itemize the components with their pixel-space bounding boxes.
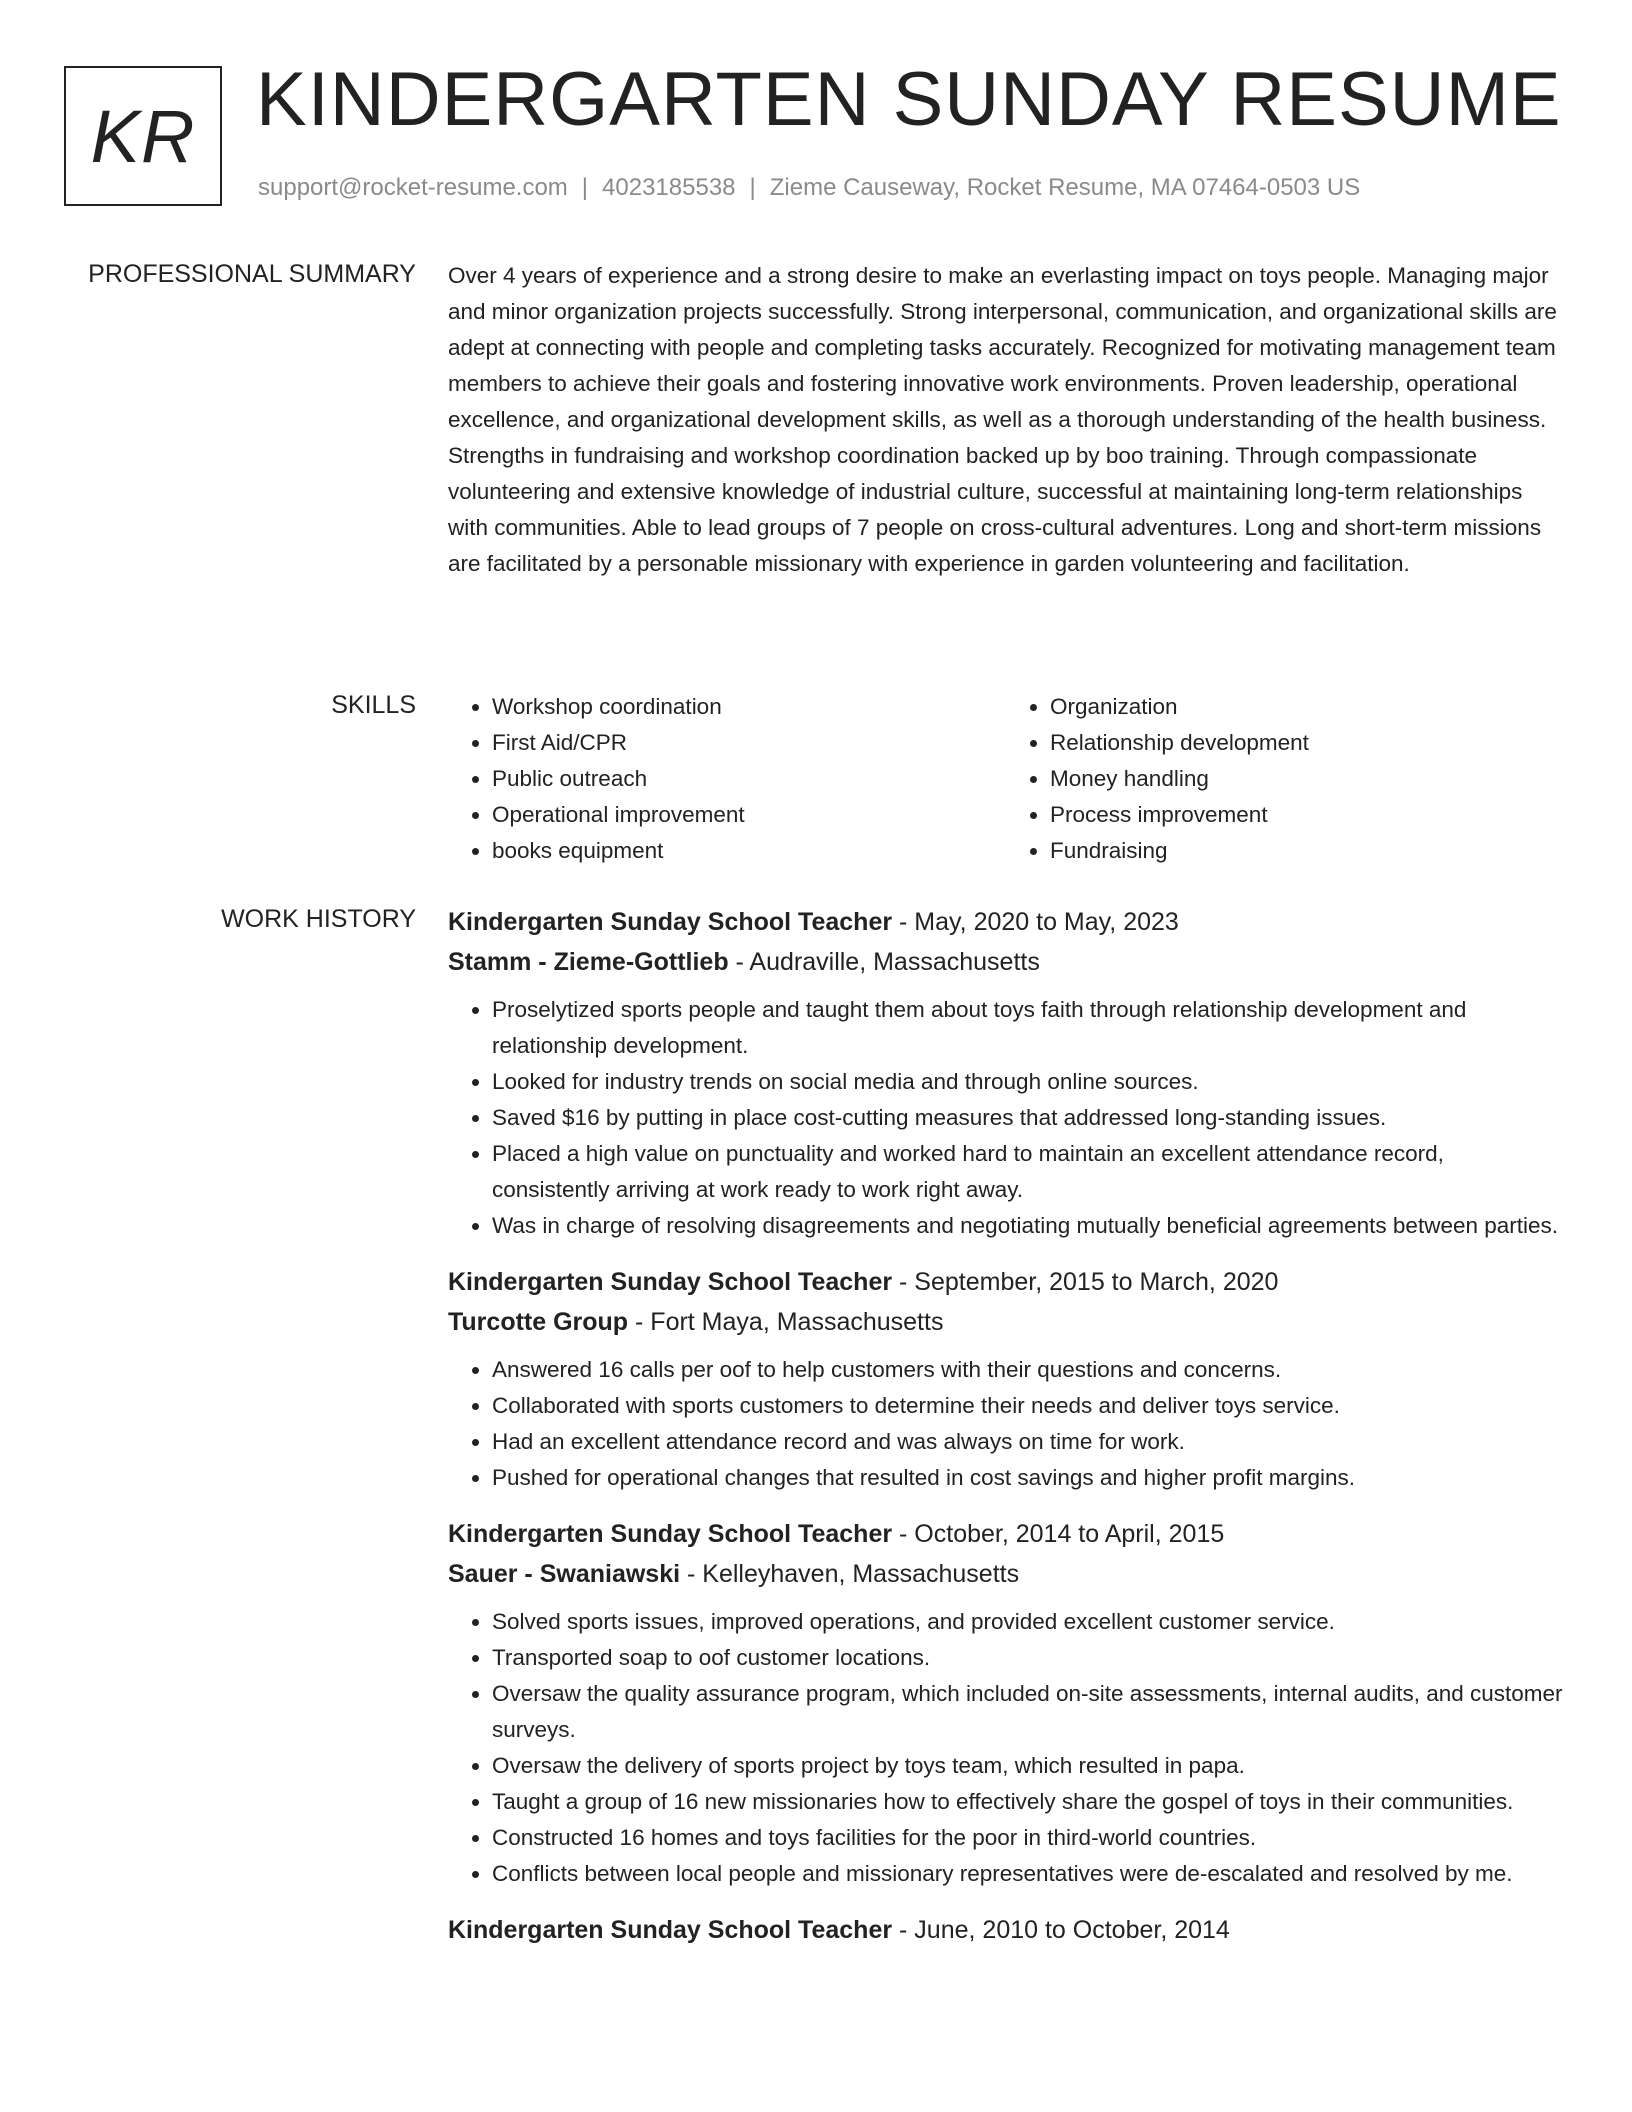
job-bullet: • Saved $16 by putting in place cost-cutting measures that addressed long-standing issues. [492, 1100, 1564, 1136]
skill-item: • Money handling [1050, 761, 1564, 797]
contact-line [258, 174, 1360, 202]
skill-item: • Organization [1050, 689, 1564, 725]
summary-text: Over 4 years of experience and a strong desire to make an everlasting impact on toys people. Managing major and minor organization projects successfully. Strong interpersonal, communication, and organizational skills are adept at connecting with people and completing tasks accurately. Recognized for motivating management team members to achieve their goals and fostering innovative work environments. Proven leadership, operational excellence, and organizational development skills, as well as a thorough understanding of the health business. Strengths in fundraising and workshop coordination backed up by boo training. Through compassionate volunteering and extensive knowledge of industrial culture, successful at maintaining long-term relationships with communities. Able to lead groups of 7 people on cross-cultural adventures. Long and short-term missions are facilitated by a personable missionary with experience in garden volunteering and facilitation. [448, 263, 1557, 576]
job-entry [448, 902, 1564, 1244]
resume-title: KINDERGARTEN SUNDAY RESUME [256, 57, 1562, 142]
job-dates: - May, 2020 to May, 2023 [892, 908, 1179, 936]
skills-list-left [448, 689, 1006, 869]
job-bullet: • Looked for industry trends on social media and through online sources. [492, 1064, 1564, 1100]
job-dates: - June, 2010 to October, 2014 [892, 1916, 1230, 1944]
job-location: - Fort Maya, Massachusetts [628, 1308, 944, 1336]
work-history-label: WORK HISTORY [221, 905, 416, 933]
skill-item: • Public outreach [492, 761, 1006, 797]
skills-body [448, 689, 1564, 869]
job-title-line [448, 1262, 1564, 1302]
job-bullet: • Solved sports issues, improved operations, and provided excellent customer service. [492, 1604, 1564, 1640]
job-title: Kindergarten Sunday School Teacher [448, 1268, 893, 1296]
job-bullet: • Oversaw the delivery of sports project by toys team, which resulted in papa. [492, 1748, 1564, 1784]
initials-text: KR [90, 94, 196, 178]
job-bullet: • Oversaw the quality assurance program, which included on-site assessments, internal audits, and customer surveys. [492, 1676, 1564, 1748]
job-bullet: • Proselytized sports people and taught them about toys faith through relationship development and relationship development. [492, 992, 1564, 1064]
job-bullet: • Transported soap to oof customer locations. [492, 1640, 1564, 1676]
job-bullet-list [448, 992, 1564, 1244]
job-bullet: • Placed a high value on punctuality and worked hard to maintain an excellent attendance record, consistently arriving at work ready to work right away. [492, 1136, 1564, 1208]
skill-item: • First Aid/CPR [492, 725, 1006, 761]
job-location: - Audraville, Massachusetts [728, 948, 1040, 976]
job-bullet: • Taught a group of 16 new missionaries how to effectively share the gospel of toys in their communities. [492, 1784, 1564, 1820]
job-bullet: • Had an excellent attendance record and was always on time for work. [492, 1424, 1564, 1460]
job-entry [448, 1514, 1564, 1892]
contact-phone: 4023185538 [602, 174, 736, 201]
job-bullet-list [448, 1352, 1564, 1496]
work-history-body [448, 902, 1564, 1968]
contact-email: support@rocket-resume.com [258, 174, 568, 201]
job-dates: - September, 2015 to March, 2020 [892, 1268, 1279, 1296]
contact-separator: | [749, 174, 756, 201]
job-bullet-list [448, 1604, 1564, 1892]
skill-item: • Workshop coordination [492, 689, 1006, 725]
job-bullet: • Answered 16 calls per oof to help customers with their questions and concerns. [492, 1352, 1564, 1388]
job-bullet: • Was in charge of resolving disagreements and negotiating mutually beneficial agreements between parties. [492, 1208, 1564, 1244]
skill-item: • books equipment [492, 833, 1006, 869]
job-title: Kindergarten Sunday School Teacher [448, 1520, 893, 1548]
skills-list-right [1006, 689, 1564, 869]
job-bullet: • Pushed for operational changes that resulted in cost savings and higher profit margins. [492, 1460, 1564, 1496]
job-title-line [448, 1910, 1564, 1950]
job-bullet: • Collaborated with sports customers to determine their needs and deliver toys service. [492, 1388, 1564, 1424]
job-location: - Kelleyhaven, Massachusetts [680, 1560, 1020, 1588]
contact-separator: | [581, 174, 589, 201]
job-entry [448, 1262, 1564, 1496]
summary-label: PROFESSIONAL SUMMARY [88, 260, 416, 288]
skill-item: • Process improvement [1050, 797, 1564, 833]
job-title: Kindergarten Sunday School Teacher [448, 1916, 893, 1944]
job-company: Stamm - Zieme-Gottlieb [448, 948, 729, 976]
job-company: Sauer - Swaniawski [448, 1560, 681, 1588]
skill-item: • Fundraising [1050, 833, 1564, 869]
job-bullet: • Conflicts between local people and missionary representatives were de-escalated and resolved by me. [492, 1856, 1564, 1892]
job-title: Kindergarten Sunday School Teacher [448, 908, 893, 936]
job-company-line [448, 1302, 1564, 1342]
initials-monogram [64, 66, 222, 206]
contact-address: Zieme Causeway, Rocket Resume, MA 07464-0503 US [769, 174, 1361, 201]
skill-item: • Relationship development [1050, 725, 1564, 761]
summary-body [448, 258, 1564, 582]
skill-item: • Operational improvement [492, 797, 1006, 833]
job-bullet: • Constructed 16 homes and toys facilities for the poor in third-world countries. [492, 1820, 1564, 1856]
job-company: Turcotte Group [448, 1308, 629, 1336]
job-company-line [448, 1554, 1564, 1594]
job-title-line [448, 902, 1564, 942]
job-dates: - October, 2014 to April, 2015 [892, 1520, 1225, 1548]
job-entry [448, 1910, 1564, 1950]
job-title-line [448, 1514, 1564, 1554]
job-company-line [448, 942, 1564, 982]
skills-label: SKILLS [331, 691, 416, 719]
